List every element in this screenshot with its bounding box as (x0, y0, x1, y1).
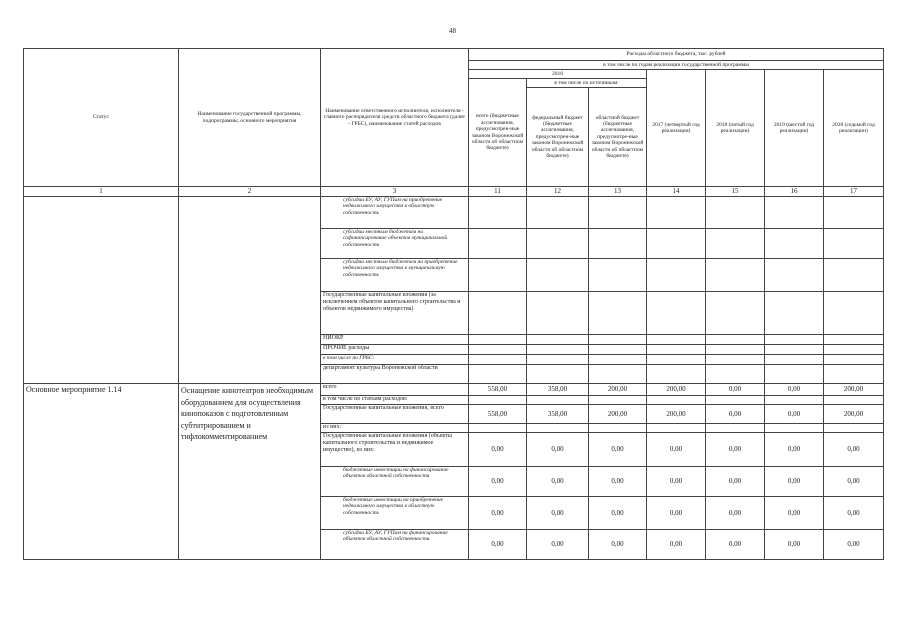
expense-item-label: в том числе по ГРБС: (321, 355, 469, 365)
value-cell: 0,00 (647, 497, 706, 530)
column-numbers-row (24, 187, 884, 197)
value-cell: 0,00 (647, 530, 706, 560)
expense-item-label: Государственные капитальные вложения (объекты капитального строительства и недвижимое имущество), из них: (321, 433, 469, 467)
table-row (24, 384, 884, 396)
table-row (24, 197, 884, 229)
header-status: Статус (24, 49, 179, 187)
header-executor: Наименование ответственного исполнителя, исполнителя - главного распорядителя средств областного бюджета (далее - ГРБС), наименование статей расходов (321, 49, 469, 187)
value-cell: 0,00 (589, 530, 647, 560)
value-cell: 358,00 (527, 405, 589, 424)
value-cell: 0,00 (824, 530, 884, 560)
expense-item-label: бюджетные инвестиции на приобретение недвижимого имущества в областную собственность (321, 497, 469, 530)
column-number: 3 (321, 187, 469, 197)
header-year-2016: 2016 (469, 70, 647, 79)
value-cell: 0,00 (527, 467, 589, 497)
expense-item-label: всего (321, 384, 469, 396)
value-cell: 0,00 (706, 405, 765, 424)
value-cell: 0,00 (469, 467, 527, 497)
value-cell: 200,00 (647, 384, 706, 396)
column-number: 12 (527, 187, 589, 197)
value-cell: 0,00 (589, 433, 647, 467)
header-by-years: в том числе по годам реализации государственной программы (469, 61, 884, 70)
column-number: 14 (647, 187, 706, 197)
column-number: 16 (765, 187, 824, 197)
header-federal: федеральный бюджет (бюджетные ассигнования, предусмотрен-ные законом Воронежской области об областном бюджете) (527, 88, 589, 187)
value-cell: 0,00 (706, 497, 765, 530)
value-cell: 558,00 (469, 405, 527, 424)
budget-table (23, 48, 884, 560)
value-cell: 200,00 (647, 405, 706, 424)
expense-item-label: Государственные капитальные вложения, всего (321, 405, 469, 424)
header-by-sources: в том числе по источникам: (527, 79, 647, 88)
column-number: 1 (24, 187, 179, 197)
value-cell: 0,00 (589, 467, 647, 497)
value-cell: 0,00 (824, 497, 884, 530)
value-cell: 200,00 (824, 384, 884, 396)
value-cell: 0,00 (765, 467, 824, 497)
value-cell: 0,00 (765, 384, 824, 396)
value-cell: 0,00 (765, 497, 824, 530)
page-number: 48 (449, 27, 456, 35)
column-number: 11 (469, 187, 527, 197)
value-cell: 558,00 (469, 384, 527, 396)
header-2017: 2017 (четвертый год реализации) (647, 70, 706, 187)
status-cell-empty (24, 197, 179, 384)
measure-status: Основное мероприятие 1.14 (24, 384, 179, 560)
column-number: 17 (824, 187, 884, 197)
header-expenses: Расходы областного бюджета, тыс. рублей (469, 49, 884, 61)
header-2018: 2018 (пятый год реализации) (706, 70, 765, 187)
column-number: 13 (589, 187, 647, 197)
header-name: Наименование государственной программы, подпрограммы, основного мероприятия (179, 49, 321, 187)
header-total: всего (бюджетные ассигнования, предусмотрен-ные законом Воронежской области об областном бюджете) (469, 79, 527, 187)
expense-item-label: субсидии местным бюджетам на приобретение недвижимого имущества в муниципальную собственность (321, 259, 469, 292)
value-cell: 0,00 (824, 467, 884, 497)
value-cell: 200,00 (589, 405, 647, 424)
value-cell: 0,00 (765, 405, 824, 424)
value-cell: 358,00 (527, 384, 589, 396)
expense-item-label: субсидии БУ, АУ, ГУПам на финансирование объектов областной собственности (321, 530, 469, 560)
value-cell: 200,00 (589, 384, 647, 396)
value-cell: 0,00 (706, 530, 765, 560)
value-cell: 0,00 (469, 433, 527, 467)
expense-item-label: из них: (321, 424, 469, 433)
value-cell: 0,00 (824, 433, 884, 467)
expense-item-label: бюджетные инвестиции на финансирование объектов областной собственности (321, 467, 469, 497)
value-cell: 0,00 (647, 433, 706, 467)
expense-item-label: в том числе по статьям расходов: (321, 396, 469, 405)
value-cell: 0,00 (706, 467, 765, 497)
expense-item-label: департамент культуры Воронежской области (321, 365, 469, 384)
name-cell-empty (179, 197, 321, 384)
expense-item-label: субсидии местным бюджетам на софинансирование объектов муниципальной собственности (321, 229, 469, 259)
header-2019: 2019 (шестой год реализации) (765, 70, 824, 187)
value-cell: 0,00 (647, 467, 706, 497)
value-cell: 0,00 (765, 433, 824, 467)
value-cell: 0,00 (589, 497, 647, 530)
value-cell: 0,00 (706, 433, 765, 467)
expense-item-label: ПРОЧИЕ расходы (321, 345, 469, 355)
expense-item-label: Государственные капитальные вложения (за исключением объектов капитального строительства и объектов недвижимого имущества) (321, 292, 469, 335)
value-cell: 0,00 (765, 530, 824, 560)
value-cell: 0,00 (527, 530, 589, 560)
value-cell: 0,00 (527, 433, 589, 467)
value-cell: 0,00 (469, 497, 527, 530)
header-2020: 2020 (седьмой год реализации) (824, 70, 884, 187)
header-regional: областной бюджет (бюджетные ассигнования, предусмотре-ные законом Воронежской области об областном бюджете) (589, 88, 647, 187)
expense-item-label: субсидии БУ, АУ, ГУПам на приобретение недвижимого имущества в областную собственность (321, 197, 469, 229)
value-cell: 0,00 (527, 497, 589, 530)
value-cell: 200,00 (824, 405, 884, 424)
measure-name: Оснащение кинотеатров необходимым оборудованием для осуществления кинопоказов с подготовленным субтитрированием и тифлокомментированием (179, 384, 321, 560)
expense-item-label: НИОКР (321, 335, 469, 345)
column-number: 2 (179, 187, 321, 197)
value-cell: 0,00 (706, 384, 765, 396)
column-number: 15 (706, 187, 765, 197)
value-cell: 0,00 (469, 530, 527, 560)
